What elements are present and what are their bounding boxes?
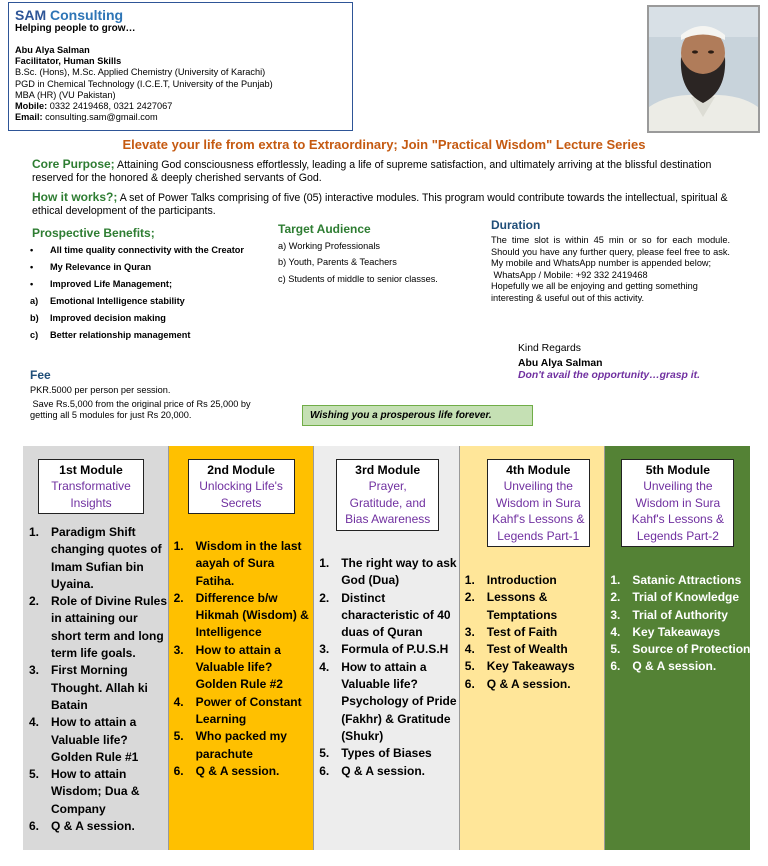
list-item: 1. Paradigm Shift changing quotes of Imam Sufian bin Uyaina. xyxy=(29,525,162,591)
module-column-1 xyxy=(23,446,168,850)
target-heading: Target Audience xyxy=(278,222,371,236)
list-item: 3. How to attain a Valuable life? Golden Rule #2 xyxy=(173,642,283,692)
facilitator-role: Facilitator, Human Skills xyxy=(15,56,122,67)
list-item: 4. Test of Wealth xyxy=(464,642,568,657)
list-item: 3. Test of Faith xyxy=(464,624,558,639)
module-header-5: 5th Module Unveiling the Wisdom in Sura Kahf's Lessons & Legends Part-2 xyxy=(621,459,734,547)
signature-block: Kind Regards Abu Alya Salman Don't avail the opportunity…grasp it. xyxy=(518,343,701,381)
qualification-2: PGD in Chemical Technology (I.C.E.T, University of the Punjab) xyxy=(15,78,273,89)
list-item: c) Better relationship management xyxy=(30,330,191,340)
list-item: 6. Q & A session. xyxy=(29,819,135,834)
module-topics-3 xyxy=(319,555,459,780)
list-item: 1. The right way to ask God (Dua) xyxy=(319,556,457,588)
module-topics-5 xyxy=(610,572,750,676)
list-item: 5. Types of Biases xyxy=(319,746,432,761)
list-item: • Improved Life Management; xyxy=(30,279,173,289)
fee-text: PKR.5000 per person per session. Save Rs.5,000 from the original price of Rs 25,000 by getting all 5 modules for just Rs 20,000. xyxy=(30,385,251,420)
module-topics-2 xyxy=(174,538,314,780)
duration-text: The time slot is within 45 min or so for each module. Should you have any further query, please feel free to ask. My mobile and WhatsApp number is appended below; WhatsApp / Mobile: +92 332 2419468 Hopefully we all be enjoying and getting something interesting & useful out of this activity. xyxy=(491,235,730,303)
list-item: a) Working Professionals xyxy=(278,241,380,251)
list-item: 6. Q & A session. xyxy=(464,676,571,691)
list-item: • All time quality connectivity with the Creator xyxy=(30,245,244,255)
modules-grid xyxy=(23,446,750,850)
list-item: 5. Key Takeaways xyxy=(464,659,575,674)
list-item: b) Improved decision making xyxy=(30,313,166,323)
module-column-5 xyxy=(604,446,750,850)
list-item: 2. Lessons & Temptations xyxy=(464,590,558,622)
portrait-photo xyxy=(647,5,760,133)
list-item: 5. Source of Protection xyxy=(610,642,751,657)
wish-banner: Wishing you a prosperous life forever. xyxy=(302,405,533,426)
module-header-1: 1st Module Transformative Insights xyxy=(38,459,144,514)
list-item: 1. Wisdom in the last aayah of Sura Fatiha. xyxy=(173,539,302,588)
list-item: 3. Formula of P.U.S.H xyxy=(319,642,449,657)
how-it-works: How it works?; A set of Power Talks comprising of five (05) interactive modules. This program would contribute towards the intellectual, spiritual & ethical development of the participants. xyxy=(32,190,728,217)
list-item: 4. Key Takeaways xyxy=(610,624,721,639)
list-item: 2. Role of Divine Rules in attaining our short term and long term life goals. xyxy=(29,594,168,661)
target-list xyxy=(278,241,438,285)
module-header-4: 4th Module Unveiling the Wisdom in Sura Kahf's Lessons & Legends Part-1 xyxy=(487,459,590,547)
email-line: Email: consulting.sam@gmail.com xyxy=(15,112,158,123)
list-item: 6. Q & A session. xyxy=(173,763,280,778)
list-item: 5. Who packed my parachute xyxy=(173,729,287,761)
header-card xyxy=(8,2,353,131)
module-column-4 xyxy=(459,446,605,850)
benefits-list xyxy=(30,245,270,341)
list-item: 6. Q & A session. xyxy=(610,659,717,674)
list-item: 1. Introduction xyxy=(464,573,557,587)
facilitator-name: Abu Alya Salman xyxy=(15,45,90,55)
page-title: Elevate your life from extra to Extraordinary; Join "Practical Wisdom" Lecture Series xyxy=(122,137,646,152)
portrait-photo-icon xyxy=(649,7,758,131)
qualification-1: B.Sc. (Hons), M.Sc. Applied Chemistry (University of Karachi) xyxy=(15,67,266,78)
list-item: 6. Q & A session. xyxy=(319,763,425,778)
list-item: b) Youth, Parents & Teachers xyxy=(278,257,397,268)
brand-name: SAM Consulting xyxy=(15,7,124,23)
list-item: 4. Power of Constant Learning xyxy=(173,694,302,726)
list-item: 3. First Morning Thought. Allah ki Batain xyxy=(29,663,148,712)
list-item: 4. How to attain a Valuable life? Golden Rule #1 xyxy=(29,715,139,764)
qualification-3: MBA (HR) (VU Pakistan) xyxy=(15,89,116,100)
module-topics-4 xyxy=(465,572,605,693)
list-item: 5. How to attain Wisdom; Dua & Company xyxy=(29,767,140,816)
list-item: 3. Trial of Authority xyxy=(610,607,728,622)
list-item: 2. Trial of Knowledge xyxy=(610,590,740,605)
list-item: a) Emotional Intelligence stability xyxy=(30,296,185,306)
list-item: • My Relevance in Quran xyxy=(30,262,152,272)
module-header-3: 3rd Module Prayer, Gratitude, and Bias Awareness xyxy=(336,459,439,531)
module-header-2: 2nd Module Unlocking Life's Secrets xyxy=(188,459,295,514)
fee-heading: Fee xyxy=(30,368,51,382)
module-column-3 xyxy=(313,446,459,850)
list-item: 2. Distinct characteristic of 40 duas of Quran xyxy=(319,590,451,640)
duration-heading: Duration xyxy=(491,218,541,232)
list-item: 1. Satanic Attractions xyxy=(610,573,742,587)
mobile-line: Mobile: 0332 2419468, 0321 2427067 xyxy=(15,101,173,112)
module-column-2 xyxy=(168,446,314,850)
list-item: c) Students of middle to senior classes. xyxy=(278,273,438,284)
tagline: Helping people to grow… xyxy=(15,23,136,34)
module-topics-1 xyxy=(29,524,168,835)
benefits-heading: Prospective Benefits; xyxy=(32,226,155,240)
list-item: 2. Difference b/w Hikmah (Wisdom) & Intelligence xyxy=(173,590,309,640)
list-item: 4. How to attain a Valuable life? Psychology of Pride (Fakhr) & Gratitude (Shukr) xyxy=(319,659,457,743)
core-purpose: Core Purpose; Attaining God consciousness effortlessly, leading a life of supreme satisfaction, and ultimately arriving at the blissful destination reserved for the honored & deeply cherished servants of God. xyxy=(32,157,712,184)
